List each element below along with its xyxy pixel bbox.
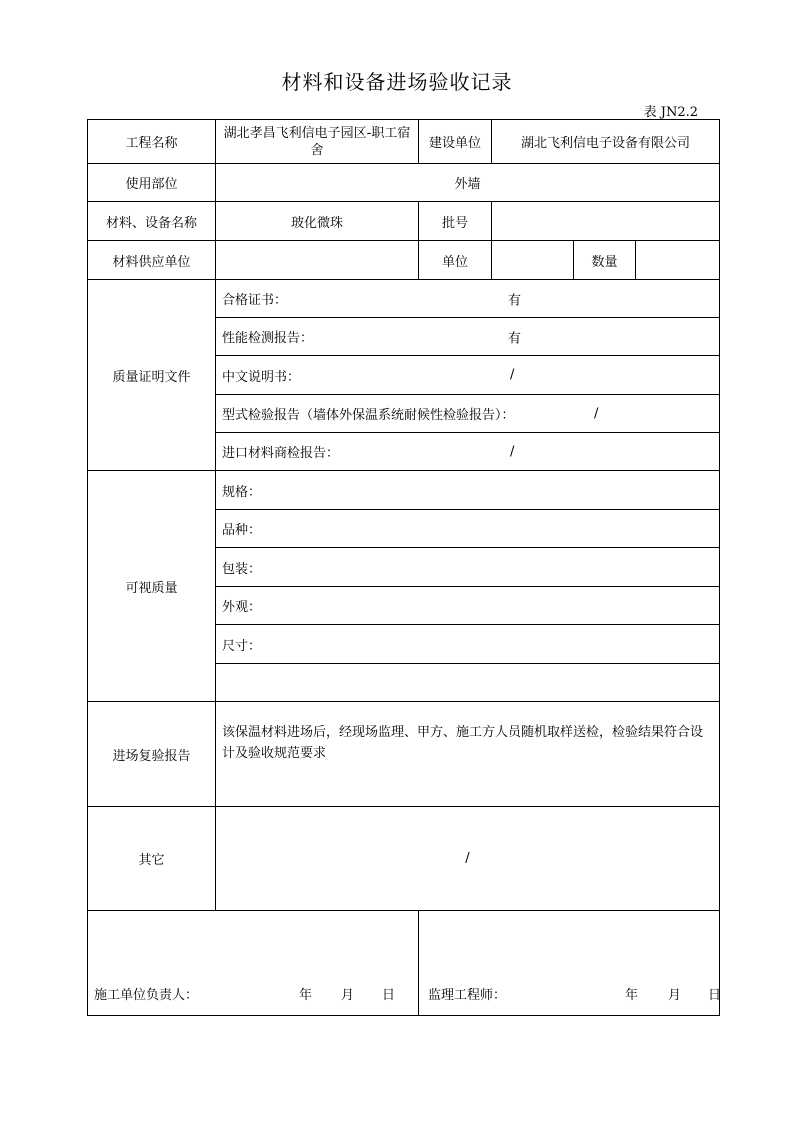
supervisor-signature-cell — [419, 911, 720, 1016]
visual-item: 品种： — [216, 510, 720, 548]
row-material — [88, 202, 720, 241]
other-row — [88, 807, 720, 911]
material-label: 材料、设备名称 — [88, 202, 216, 241]
acceptance-form-table — [87, 119, 720, 1016]
visual-item: 规格： — [216, 471, 720, 510]
builder-label: 建设单位 — [419, 120, 492, 164]
visual-item: 尺寸： — [216, 625, 720, 664]
location-label: 使用部位 — [88, 164, 216, 202]
quality-doc-value: / — [510, 444, 515, 459]
visual-item: 外观： — [216, 587, 720, 625]
supervisor-signature-label: 监理工程师： — [428, 988, 507, 1003]
other-label: 其它 — [88, 807, 216, 911]
visual-item — [216, 664, 720, 702]
project-value: 湖北孝昌飞利信电子园区-职工宿舍 — [216, 120, 419, 164]
quality-doc-value: 有 — [508, 331, 522, 346]
contractor-signature-label: 施工单位负责人： — [94, 988, 199, 1003]
qty-value — [636, 241, 720, 280]
quality-doc-row — [88, 280, 720, 318]
visual-row — [88, 471, 720, 510]
project-label: 工程名称 — [88, 120, 216, 164]
recheck-text: 该保温材料进场后，经现场监理、甲方、施工方人员随机取样送检，检验结果符合设计及验收规范要求 — [216, 702, 720, 807]
quality-doc-label: 合格证书： — [222, 293, 288, 308]
quality-doc-item — [216, 280, 720, 318]
quality-doc-label: 进口材料商检报告： — [222, 446, 340, 461]
recheck-label: 进场复验报告 — [88, 702, 216, 807]
supplier-value — [216, 241, 419, 280]
material-value: 玻化微珠 — [216, 202, 419, 241]
row-project — [88, 120, 720, 164]
contractor-year: 年 — [299, 988, 313, 1003]
quality-doc-label: 型式检验报告（墙体外保温系统耐候性检验报告）： — [222, 408, 515, 423]
signature-row — [88, 911, 720, 1016]
supplier-label: 材料供应单位 — [88, 241, 216, 280]
quality-doc-item — [216, 318, 720, 356]
document-title: 材料和设备进场验收记录 — [281, 70, 513, 94]
contractor-day: 日 — [382, 988, 396, 1003]
other-value: / — [216, 807, 720, 911]
quality-doc-label: 中文说明书： — [222, 369, 301, 385]
quality-doc-label: 性能检测报告： — [222, 331, 314, 346]
quality-doc-value: / — [510, 367, 515, 383]
visual-quality-label: 可视质量 — [88, 471, 216, 702]
quality-doc-value: / — [594, 406, 599, 421]
supervisor-year: 年 — [625, 988, 639, 1003]
qty-label: 数量 — [574, 241, 636, 280]
batch-value — [492, 202, 720, 241]
supervisor-month: 月 — [668, 988, 682, 1003]
recheck-row — [88, 702, 720, 807]
form-number: 表 JN2.2 — [643, 105, 698, 120]
location-value: 外墙 — [216, 164, 720, 202]
unit-value — [492, 241, 574, 280]
quality-doc-value: 有 — [508, 293, 522, 308]
row-location — [88, 164, 720, 202]
quality-doc-item — [216, 356, 720, 395]
quality-doc-item — [216, 395, 720, 433]
unit-label: 单位 — [419, 241, 492, 280]
visual-item: 包装： — [216, 548, 720, 587]
quality-docs-label: 质量证明文件 — [88, 280, 216, 471]
supervisor-day: 日 — [708, 988, 722, 1003]
builder-value: 湖北飞利信电子设备有限公司 — [492, 120, 720, 164]
quality-doc-item — [216, 433, 720, 471]
contractor-signature-cell — [88, 911, 419, 1016]
row-supplier — [88, 241, 720, 280]
contractor-month: 月 — [341, 988, 355, 1003]
batch-label: 批号 — [419, 202, 492, 241]
